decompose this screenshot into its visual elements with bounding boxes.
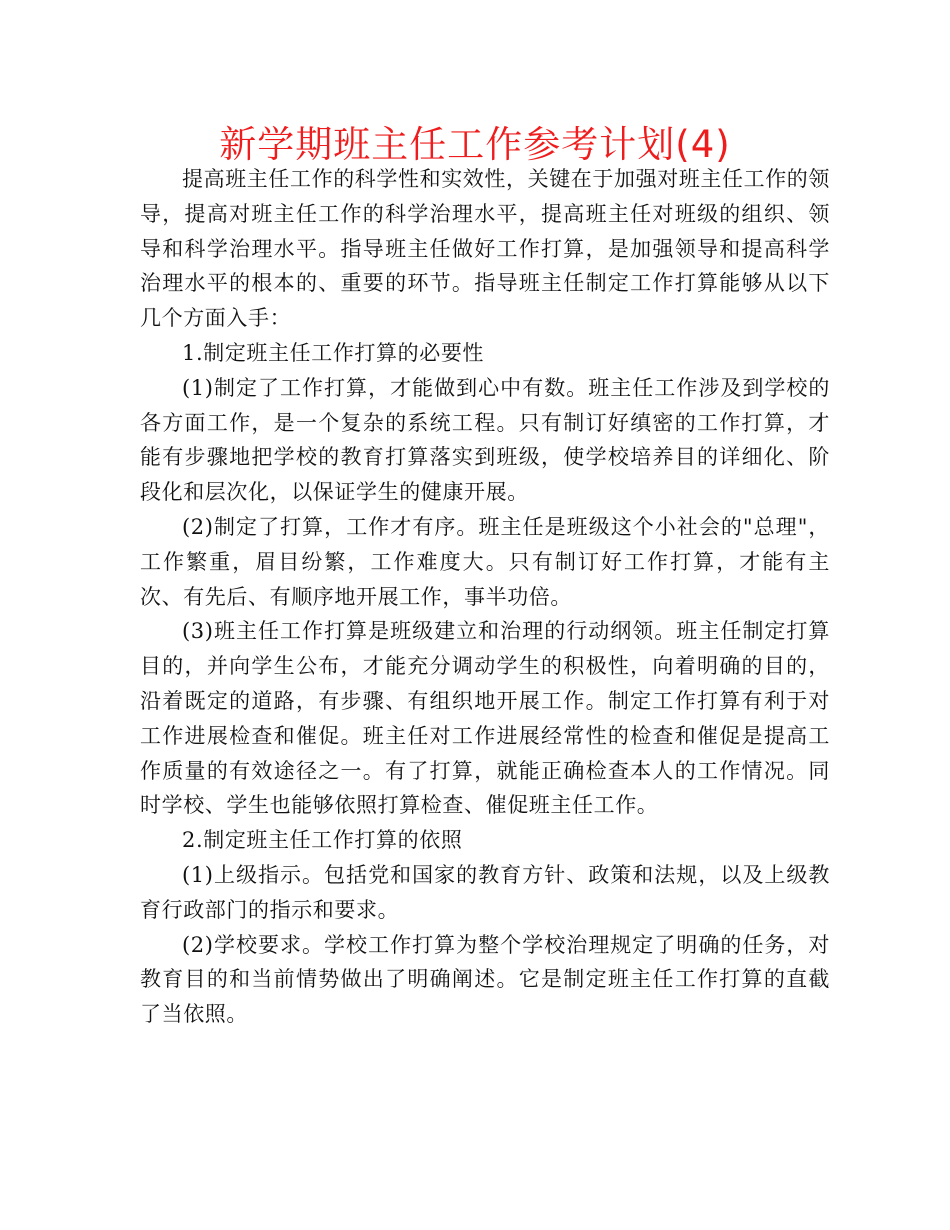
paragraph-intro: 提高班主任工作的科学性和实效性，关键在于加强对班主任工作的领导，提高对班主任工作的科学治理水平，提高班主任对班级的组织、领导和科学治理水平。指导班主任做好工作打算，是加强领导和提高科学治理水平的根本的、重要的环节。指导班主任制定工作打算能够从以下几个方面入手： xyxy=(140,167,830,331)
paragraph-2-2: (2)学校要求。学校工作打算为整个学校治理规定了明确的任务，对教育目的和当前情势做出了明确阐述。它是制定班主任工作打算的直截了当依照。 xyxy=(140,932,830,1027)
paragraph-1-2: (2)制定了打算，工作才有序。班主任是班级这个小社会的"总理"，工作繁重，眉目纷繁，工作难度大。只有制订好工作打算，才能有主次、有先后、有顺序地开展工作，事半功倍。 xyxy=(140,514,830,609)
paragraph-1-1: (1)制定了工作打算，才能做到心中有数。班主任工作涉及到学校的各方面工作，是一个复杂的系统工程。只有制订好缜密的工作打算，才能有步骤地把学校的教育打算落实到班级，使学校培养目的详细化、阶段化和层次化，以保证学生的健康开展。 xyxy=(140,375,830,505)
paragraph-2-1: (1)上级指示。包括党和国家的教育方针、政策和法规，以及上级教育行政部门的指示和要求。 xyxy=(140,862,830,922)
section-heading-2: 2.制定班主任工作打算的依照 xyxy=(182,828,463,853)
section-heading-1: 1.制定班主任工作打算的必要性 xyxy=(182,340,485,365)
paragraph-1-3: (3)班主任工作打算是班级建立和治理的行动纲领。班主任制定打算目的，并向学生公布，才能充分调动学生的积极性，向着明确的目的，沿着既定的道路，有步骤、有组织地开展工作。制定工作打算有利于对工作进展检查和催促。班主任对工作进展经常性的检查和催促是提高工作质量的有效途径之一。有了打算，就能正确检查本人的工作情况。同时学校、学生也能够依照打算检查、催促班主任工作。 xyxy=(140,619,830,818)
document-body xyxy=(140,162,830,1032)
document-title: 新学期班主任工作参考计划(4) xyxy=(219,123,731,166)
